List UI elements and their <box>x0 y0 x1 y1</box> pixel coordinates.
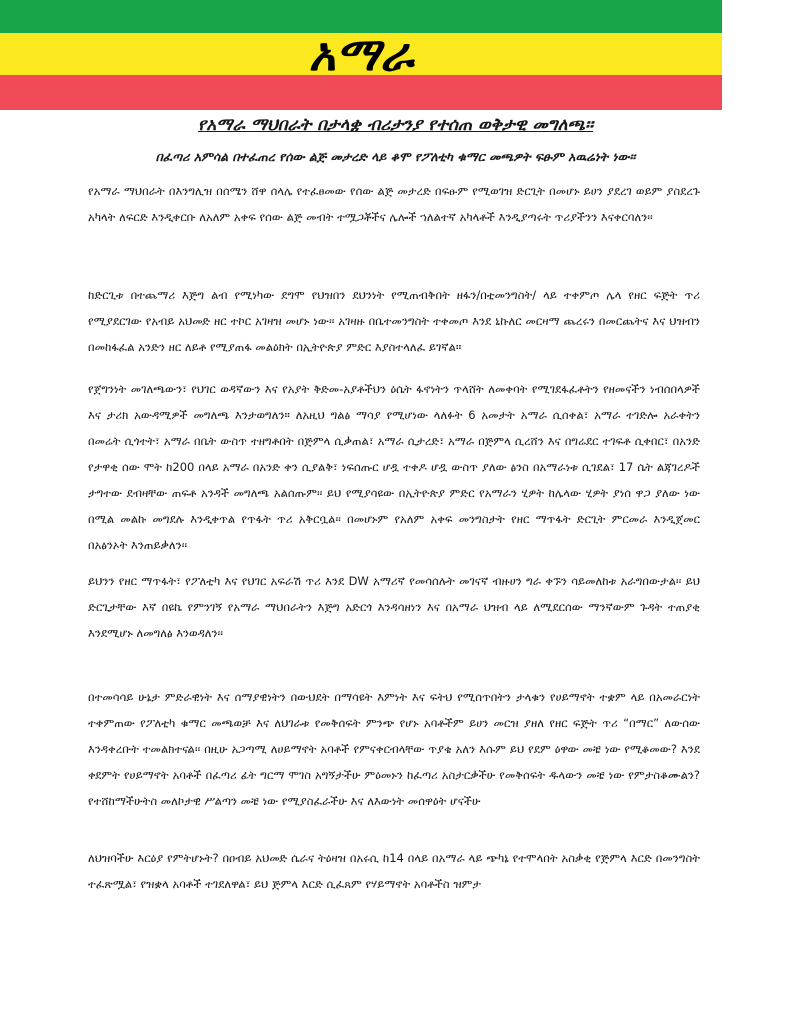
document-title: የአማራ ማህበራት በታላቋ ብሪታንያ የተሰጠ ወቅታዊ መግለጫ፡፡ <box>197 115 594 135</box>
document-subtitle: በፈጣሪ አምሳል በተፈጠረ የሰው ልጅ መታረድ ላይ ቆሞ የፖለቲካ ቁማር መጫዎት ፍፁም አዉሬነት ነው፡፡ <box>155 149 636 164</box>
paragraph-4: ይህንን የዘር ማጥፋት፣ የፖለቲካ እና የህገር አፍራሽ ጥሪ እንደ DW አማሪኛ የመሳሰሉት መገናኛ ብዙሀን ግራ ቀኙን ሳይመለከቱ አራግበውታል፡፡ ይህ ድርጊታቸው እኛ በዩኬ የምንገኝ የአማራ ማህበራትን እጅግ አድርጎ እንዳሳዘነን እና በአማራ ህዝብ ላይ ለሚደርሰው ማንኛውም ጉዳት ተጠያቂ እንደሚሆኑ ለመግለፅ እንወዳለን፡፡ <box>88 574 700 640</box>
ethiopian-flag-banner <box>0 0 722 110</box>
paragraph-1: የአማራ ማህበራት በእንግሊዝ በሰሜን ሸዋ ሰላሌ የተፈፀመው የሰው ልጅ መታረድ በፍፁም የሚወገዝ ድርጊት በመሆኑ ይሀን ያደረገ ወይም ያስደረጉ አካላት ለፍርድ እንዲቀርቡ ለአለም አቀፍ የሰው ልጅ መብት ተሟጋቾችና ሌሎች ኀለልተኛ አካላቶች እንዲያጣሩት ጥሪያችንን እናቀርባለን፡፡ <box>88 184 700 224</box>
banner-title: አማራ <box>308 27 414 81</box>
paragraph-2: ከድርጊቱ በተጨማሪ እጅግ ልብ የሚነካው ደግሞ የህዝበን ደህንነት የሚጠብቅበት ዘፋን/በቲመንግስት/ ላይ ተቀምጦ ሌላ የዘር ፍጅት ጥሪ የሚያደርገው የአብይ አህመድ ዘር ተኮር አገዛዝ መሆኑ ነው፡፡ አገዛዙ በቤተመንግስት ተቀመጦ እንደ ኒኩለር መርዛማ ጨረሩን በመርጨትና እና ህዝብን በመከፋፈል አንድን ዘር ለይቶ የሚያጠፋ መልዕክት በኢትዮጵያ ምድር እያስተላለፈ ይገኛል። <box>88 288 700 354</box>
paragraph-3: የጀግንነት መገለጫውን፣ የህገር ወዳኛውን እና የአያት ቅድመ-አያቶችህን ዕሴት ፋኖነትን ጥላሸት ለመቀባት የሚገደፋፈቶትን የዘመናችን ነብሰበላዎች እና ታሪክ አውዳሚዎች መግለጫ እንታወግለን። ለአዚህ ግልፅ ማሳያ የሚሆነው ላለፉት 6 አመታት አማራ ሲሰቀል፣ አማራ ተገድሎ አራቀትን በመሬት ሲጎተት፣ አማራ በቤት ውስጥ ተዘግቶበት በጅምላ ሲቃጠል፣ አማራ ሲታረድ፣ አማራ በጅምላ ሲረሸን እና በግሬደር ተገፍቶ ሲቀበር፣ በአንድ የታዋቂ ሰው ሞት ከ200 በላይ አማራ በአንድ ቀን ሲያልቅ፣ ነፍሰጡር ሆዷ ተቀዶ ሆዷ ውስጥ ያለው ፅንስ በአማራነቱ ሲገደል፣ 17 ሴት ልጃገረዶች ታግተው ደብዛቸው ጠፍቶ አንዳች መግለጫ አልሰጡም፡፡ ይህ የሚያሳዩው በኢትዮጵያ ምድር የአማራን ሂዎት ከሌላው ሂዎት ያነሰ ዋጋ ያለው ነው በሚል መልኩ መግደሉ እንዲቀጥል የጥፋት ጥሪ አቅርቧል፡፡ በመሆኑም የአለም አቀፍ መንግስታት የዘር ማጥፋት ድርጊት ምርመራ እንዲጀመር በአፅንኦት እንጠይቃለን፡፡ <box>88 382 700 552</box>
paragraph-6: ለህዝባችሁ እርዕያ የምትሆኑት? በዐብይ አህመድ ሴራና ትዕዛዝ በአሩሲ ከ14 በላይ በአማራ ላይ ጭካኔ የተሞላበት አስቃቂ የጅምላ እርድ በመንግስት ተፈጽሟል፣ የዝቋላ አባቶች ተገደለዋል፣ ይህ ጅምላ እርድ ሲፈጸም የሃይማኖት አባቶችስ ዝምታ <box>88 851 700 891</box>
paragraph-5: በተመሳሳይ ሁኔታ ምድራዊነት እና ሰማያዊነትን በውህደት በማሳዩት እምነት እና ፍትህ የሚሰጥበትን ታላቁን የሀይማኖት ተቋም ላይ በአመራርነት ተቀምጠው የፖለቲካ ቁማር መጫወቻ እና ለህገራቱ የመቅሰፍት ምንጭ የሆኑ አባቶችም ይሀን መርዝ ያዘለ የዘር ፍጅት ጥሪ “በማር” ለውሰው እንዳቀረቡት ተመልክተናል፡፡ በዚሁ አጋጣሚ ለሀይማኖት አባቶች የምናቀርብላቸው ጥያቄ አለን እሱም ይህ የደም ዕዋው መቼ ነው የሚቆመው? እንደ ቀደምት የሀይማኖት አባቶች በፈጣሪ ፊት ግርማ ሞገስ አግኝታችሁ ምዕመኑን ከፈጣሪ አስታርቃችሁ የመቅሰፍት ዱላውን መቼ ነው የምታስቆሙልን? የተሸከማችሁትስ መለኮታዊ ሥልጣን መቼ ነው የሚያስፈራችሁ እና ለእውነት መሰዋዕት ሆናችሁ <box>88 690 700 808</box>
